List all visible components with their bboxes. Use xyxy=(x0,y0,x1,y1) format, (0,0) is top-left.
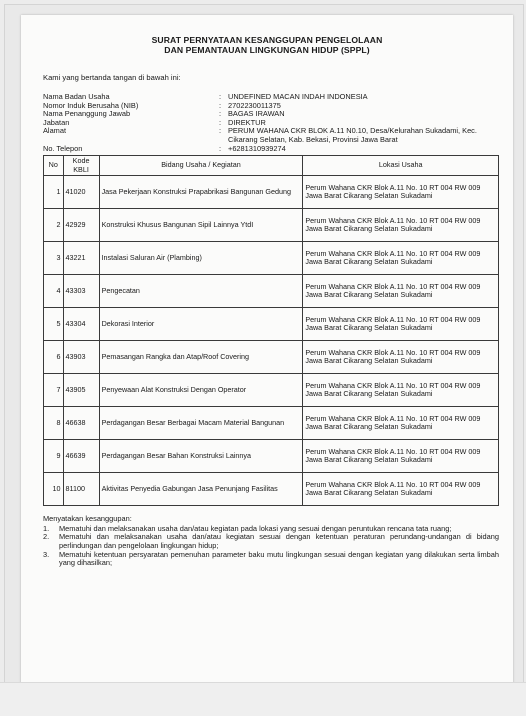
info-value: DIREKTUR xyxy=(228,117,266,127)
info-row xyxy=(43,127,513,144)
info-row xyxy=(43,110,513,119)
cell-kode: 43903 xyxy=(63,341,99,374)
header-no: No xyxy=(44,156,64,176)
cell-no: 1 xyxy=(44,176,64,209)
cell-kode: 43221 xyxy=(63,242,99,275)
table-row xyxy=(44,374,499,407)
kbli-table xyxy=(43,155,499,506)
cell-lokasi: Perum Wahana CKR Blok A.11 No. 10 RT 004 RW 009 Jawa Barat Cikarang Selatan Sukadami xyxy=(303,242,499,275)
cell-lokasi: Perum Wahana CKR Blok A.11 No. 10 RT 004 RW 009 Jawa Barat Cikarang Selatan Sukadami xyxy=(303,440,499,473)
cell-no: 6 xyxy=(44,341,64,374)
closing-heading: Menyatakan kesanggupan: xyxy=(43,514,132,524)
info-label: Nomor Induk Berusaha (NIB) xyxy=(43,100,139,110)
info-value: +6281310939274 xyxy=(228,143,286,153)
info-colon: : xyxy=(219,100,222,110)
clause-text: Mematuhi dan melaksanakan usaha dan/atau kegiatan sesuai dengan ketentuan peraturan perundang-undangan di bidang perlindungan dan pengelolaan lingkungan hidup; xyxy=(59,532,499,550)
table-row xyxy=(44,407,499,440)
cell-bidang: Instalasi Saluran Air (Plambing) xyxy=(99,242,303,275)
document-page xyxy=(21,15,513,687)
clause-text: Mematuhi dan melaksanakan usaha dan/atau kegiatan pada lokasi yang sesuai dengan peruntukan rencana tata ruang; xyxy=(59,523,452,533)
clause-text: Mematuhi ketentuan persyaratan pemenuhan parameter baku mutu lingkungan sesuai dengan kegiatan yang dilakukan serta limbah yang dihasilkan; xyxy=(59,549,499,568)
info-label: No. Telepon xyxy=(43,143,83,153)
clause-item xyxy=(43,533,499,550)
cell-bidang: Pemasangan Rangka dan Atap/Roof Covering xyxy=(99,341,303,374)
info-row xyxy=(43,145,513,154)
cell-lokasi: Perum Wahana CKR Blok A.11 No. 10 RT 004 RW 009 Jawa Barat Cikarang Selatan Sukadami xyxy=(303,308,499,341)
info-label: Nama Penanggung Jawab xyxy=(43,109,131,119)
info-colon: : xyxy=(219,92,222,101)
cell-bidang: Dekorasi Interior xyxy=(99,308,303,341)
closing-statement xyxy=(43,515,499,568)
cell-no: 10 xyxy=(44,473,64,506)
cell-lokasi: Perum Wahana CKR Blok A.11 No. 10 RT 004 RW 009 Jawa Barat Cikarang Selatan Sukadami xyxy=(303,341,499,374)
table-body xyxy=(44,176,499,506)
header-bidang: Bidang Usaha / Kegiatan xyxy=(99,156,303,176)
cell-bidang: Aktivitas Penyedia Gabungan Jasa Penunjang Fasilitas xyxy=(99,473,303,506)
viewer-bottom-bar xyxy=(0,682,526,716)
cell-no: 4 xyxy=(44,275,64,308)
info-colon: : xyxy=(219,109,222,119)
cell-kode: 42929 xyxy=(63,209,99,242)
clause-list xyxy=(43,525,499,568)
cell-lokasi: Perum Wahana CKR Blok A.11 No. 10 RT 004 RW 009 Jawa Barat Cikarang Selatan Sukadami xyxy=(303,275,499,308)
cell-no: 2 xyxy=(44,209,64,242)
table-row xyxy=(44,440,499,473)
table-row xyxy=(44,308,499,341)
info-label: Jabatan xyxy=(43,117,70,127)
title-line-1: SURAT PERNYATAAN KESANGGUPAN PENGELOLAAN xyxy=(151,35,383,45)
cell-kode: 43303 xyxy=(63,275,99,308)
clause-number: 3. xyxy=(43,549,50,559)
cell-no: 5 xyxy=(44,308,64,341)
cell-bidang: Perdagangan Besar Berbagai Macam Material Bangunan xyxy=(99,407,303,440)
cell-bidang: Konstruksi Khusus Bangunan Sipil Lainnya YtdI xyxy=(99,209,303,242)
cell-no: 8 xyxy=(44,407,64,440)
title-line-2: DAN PEMANTAUAN LINGKUNGAN HIDUP (SPPL) xyxy=(164,45,370,55)
cell-lokasi: Perum Wahana CKR Blok A.11 No. 10 RT 004 RW 009 Jawa Barat Cikarang Selatan Sukadami xyxy=(303,374,499,407)
table-header-row xyxy=(44,156,499,176)
table-row xyxy=(44,275,499,308)
info-label: Alamat xyxy=(43,126,67,136)
cell-no: 7 xyxy=(44,374,64,407)
cell-kode: 43905 xyxy=(63,374,99,407)
cell-lokasi: Perum Wahana CKR Blok A.11 No. 10 RT 004 RW 009 Jawa Barat Cikarang Selatan Sukadami xyxy=(303,209,499,242)
header-lokasi: Lokasi Usaha xyxy=(303,156,499,176)
cell-lokasi: Perum Wahana CKR Blok A.11 No. 10 RT 004 RW 009 Jawa Barat Cikarang Selatan Sukadami xyxy=(303,473,499,506)
cell-bidang: Jasa Pekerjaan Konstruksi Prapabrikasi Bangunan Gedung xyxy=(99,176,303,209)
cell-bidang: Penyewaan Alat Konstruksi Dengan Operator xyxy=(99,374,303,407)
cell-kode: 46639 xyxy=(63,440,99,473)
company-info xyxy=(43,93,513,153)
clause-number: 1. xyxy=(43,523,50,533)
cell-kode: 81100 xyxy=(63,473,99,506)
cell-kode: 41020 xyxy=(63,176,99,209)
table-row xyxy=(44,242,499,275)
document-title xyxy=(21,35,513,55)
info-colon: : xyxy=(219,117,222,127)
cell-no: 3 xyxy=(44,242,64,275)
header-kode: Kode KBLI xyxy=(63,156,99,176)
info-value: UNDEFINED MACAN INDAH INDONESIA xyxy=(228,92,368,101)
table-row xyxy=(44,341,499,374)
clause-number: 2. xyxy=(43,532,50,542)
table-row xyxy=(44,473,499,506)
info-value: PERUM WAHANA CKR BLOK A.11 N0.10, Desa/Kelurahan Sukadami, Kec. Cikarang Selatan, Kab. Bekasi, Provinsi Jawa Barat xyxy=(228,126,477,144)
table-row xyxy=(44,176,499,209)
info-label: Nama Badan Usaha xyxy=(43,92,110,101)
cell-kode: 43304 xyxy=(63,308,99,341)
cell-lokasi: Perum Wahana CKR Blok A.11 No. 10 RT 004 RW 009 Jawa Barat Cikarang Selatan Sukadami xyxy=(303,176,499,209)
viewer-frame xyxy=(4,4,524,683)
info-colon: : xyxy=(219,143,222,153)
cell-bidang: Perdagangan Besar Bahan Konstruksi Lainnya xyxy=(99,440,303,473)
intro-text: Kami yang bertanda tangan di bawah ini: xyxy=(43,73,181,82)
table-row xyxy=(44,209,499,242)
cell-no: 9 xyxy=(44,440,64,473)
cell-bidang: Pengecatan xyxy=(99,275,303,308)
cell-kode: 46638 xyxy=(63,407,99,440)
info-colon: : xyxy=(219,126,222,136)
cell-lokasi: Perum Wahana CKR Blok A.11 No. 10 RT 004 RW 009 Jawa Barat Cikarang Selatan Sukadami xyxy=(303,407,499,440)
info-value: 2702230011375 xyxy=(228,100,281,110)
clause-item xyxy=(43,551,499,568)
info-value: BAGAS IRAWAN xyxy=(228,109,285,119)
